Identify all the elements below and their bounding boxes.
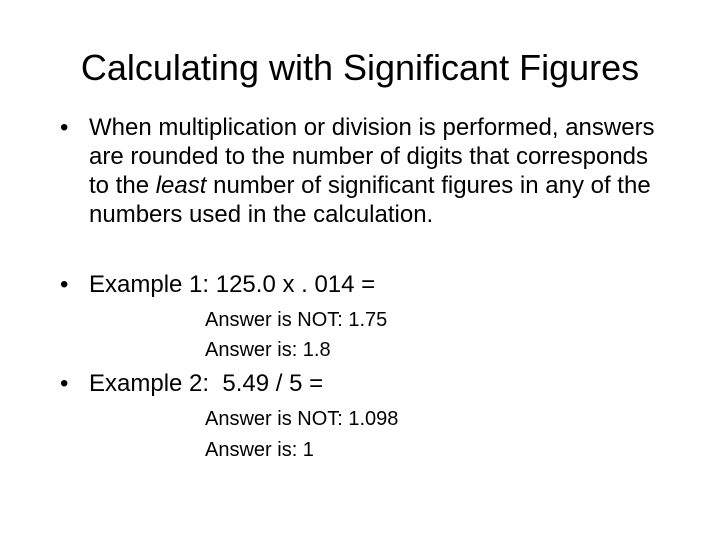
rule-text-start: When multiplication or division is performed, answers are rounded to the number of digits that corresponds to the [89,114,655,199]
example-2-right-answer: Answer is: 1 [205,439,314,461]
bullet-dot: • [60,271,69,298]
rule-emphasis: least [155,172,207,199]
bullet-dot: • [60,370,69,397]
example-2-text: Example 2: 5.49 / 5 = [89,370,324,397]
example-2-wrong-answer: Answer is NOT: 1.098 [205,408,399,430]
slide-title: Calculating with Significant Figures [80,47,640,88]
rule-text [89,113,670,229]
bullet-rule [60,113,670,229]
bullet-dot: • [60,114,69,141]
rule-text-end: number of significant figures in any of the numbers used in the calculation. [89,172,651,228]
example-1-text: Example 1: 125.0 x . 014 = [89,271,376,298]
bullet-example-1 [60,270,670,299]
example-1-right-answer: Answer is: 1.8 [205,339,331,361]
bullet-example-2 [60,369,670,398]
example-1-wrong-answer: Answer is NOT: 1.75 [205,309,388,331]
